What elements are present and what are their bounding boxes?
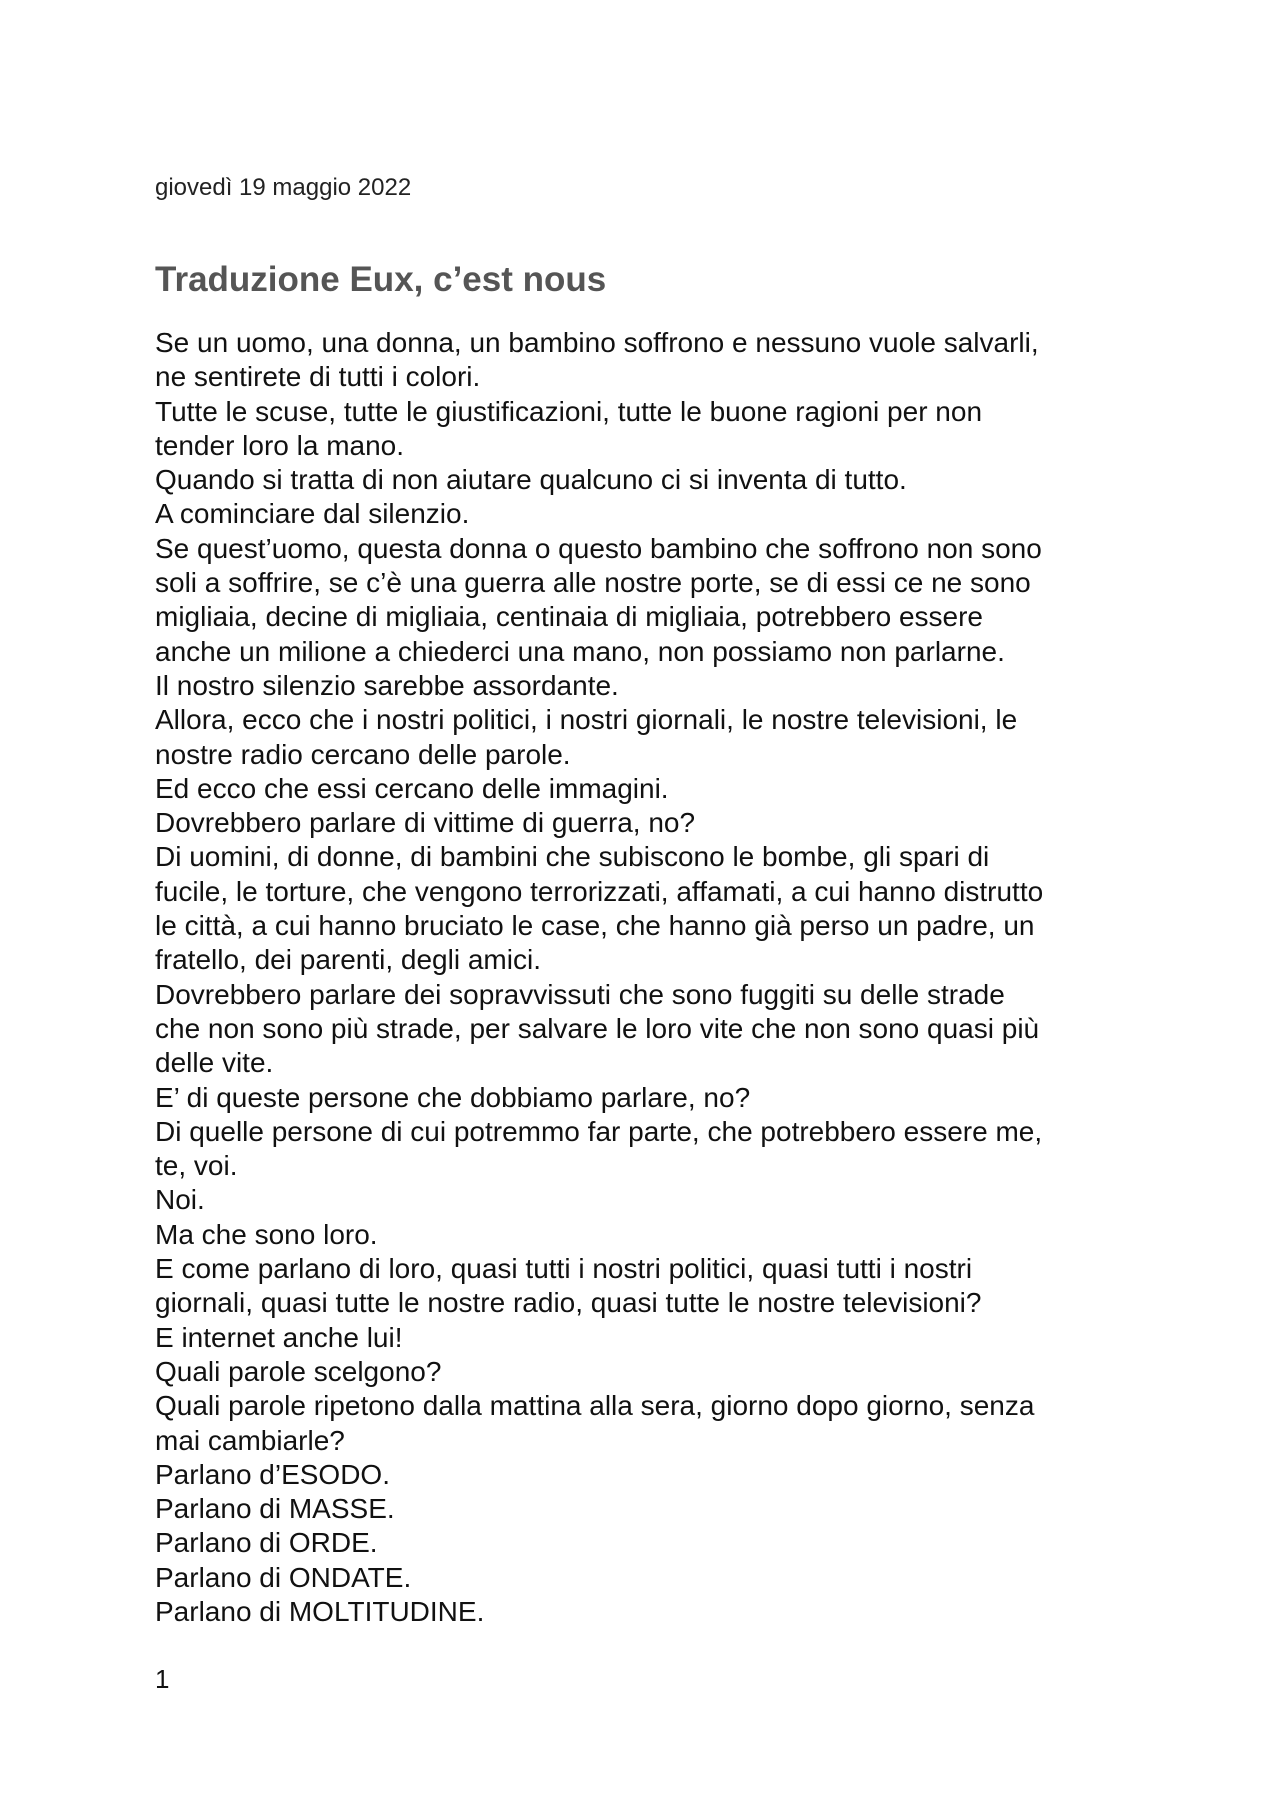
body-line: soli a soffrire, se c’è una guerra alle nostre porte, se di essi ce ne sono — [155, 567, 1031, 599]
page-number: 1 — [155, 1664, 170, 1694]
body-line: Il nostro silenzio sarebbe assordante. — [155, 669, 619, 701]
body-line: Parlano di MOLTITUDINE. — [155, 1595, 485, 1627]
body-line: le città, a cui hanno bruciato le case, che hanno già perso un padre, un — [155, 910, 1035, 942]
body-line: Se quest’uomo, questa donna o questo bambino che soffrono non sono — [155, 532, 1042, 564]
body-line: Quali parole scelgono? — [155, 1355, 442, 1387]
body-line: Parlano di ORDE. — [155, 1527, 378, 1559]
body-line: Ed ecco che essi cercano delle immagini. — [155, 772, 669, 804]
body-line: nostre radio cercano delle parole. — [155, 738, 571, 770]
body-line: A cominciare dal silenzio. — [155, 498, 470, 530]
body-line: ne sentirete di tutti i colori. — [155, 361, 481, 393]
body-line: giornali, quasi tutte le nostre radio, quasi tutte le nostre televisioni? — [155, 1287, 982, 1319]
body-line: fratello, dei parenti, degli amici. — [155, 944, 541, 976]
document-title: Traduzione Eux, c’est nous — [155, 260, 607, 299]
body-line: che non sono più strade, per salvare le loro vite che non sono quasi più — [155, 1012, 1040, 1044]
body-line: Parlano di MASSE. — [155, 1493, 395, 1525]
body-line: migliaia, decine di migliaia, centinaia di migliaia, potrebbero essere — [155, 601, 983, 633]
body-line: Dovrebbero parlare dei sopravvissuti che sono fuggiti su delle strade — [155, 978, 1005, 1010]
body-line: te, voi. — [155, 1150, 238, 1182]
body-line: Dovrebbero parlare di vittime di guerra, no? — [155, 807, 696, 839]
body-line: fucile, le torture, che vengono terrorizzati, affamati, a cui hanno distrutto — [155, 875, 1044, 907]
document-date: giovedì 19 maggio 2022 — [155, 174, 412, 201]
body-line: Quali parole ripetono dalla mattina alla sera, giorno dopo giorno, senza — [155, 1390, 1035, 1422]
body-line: Se un uomo, una donna, un bambino soffrono e nessuno vuole salvarli, — [155, 327, 1039, 358]
body-line: E’ di queste persone che dobbiamo parlare, no? — [155, 1081, 751, 1113]
body-line: anche un milione a chiederci una mano, non possiamo non parlarne. — [155, 635, 1005, 667]
body-line: delle vite. — [155, 1047, 274, 1079]
body-line: Di quelle persone di cui potremmo far parte, che potrebbero essere me, — [155, 1115, 1043, 1147]
body-line: Tutte le scuse, tutte le giustificazioni, tutte le buone ragioni per non — [155, 395, 983, 427]
body-line: mai cambiarle? — [155, 1424, 345, 1456]
document-body — [155, 326, 1155, 1629]
body-line: E come parlano di loro, quasi tutti i nostri politici, quasi tutti i nostri — [155, 1253, 973, 1285]
body-line: Noi. — [155, 1184, 205, 1216]
body-line: tender loro la mano. — [155, 429, 405, 461]
body-line: Quando si tratta di non aiutare qualcuno ci si inventa di tutto. — [155, 464, 907, 496]
body-line: Parlano di ONDATE. — [155, 1561, 412, 1593]
body-line: Di uomini, di donne, di bambini che subiscono le bombe, gli spari di — [155, 841, 990, 873]
body-line: Allora, ecco che i nostri politici, i nostri giornali, le nostre televisioni, le — [155, 704, 1018, 736]
body-line: Parlano d’ESODO. — [155, 1458, 390, 1490]
body-line: Ma che sono loro. — [155, 1218, 378, 1250]
body-line: E internet anche lui! — [155, 1321, 403, 1353]
